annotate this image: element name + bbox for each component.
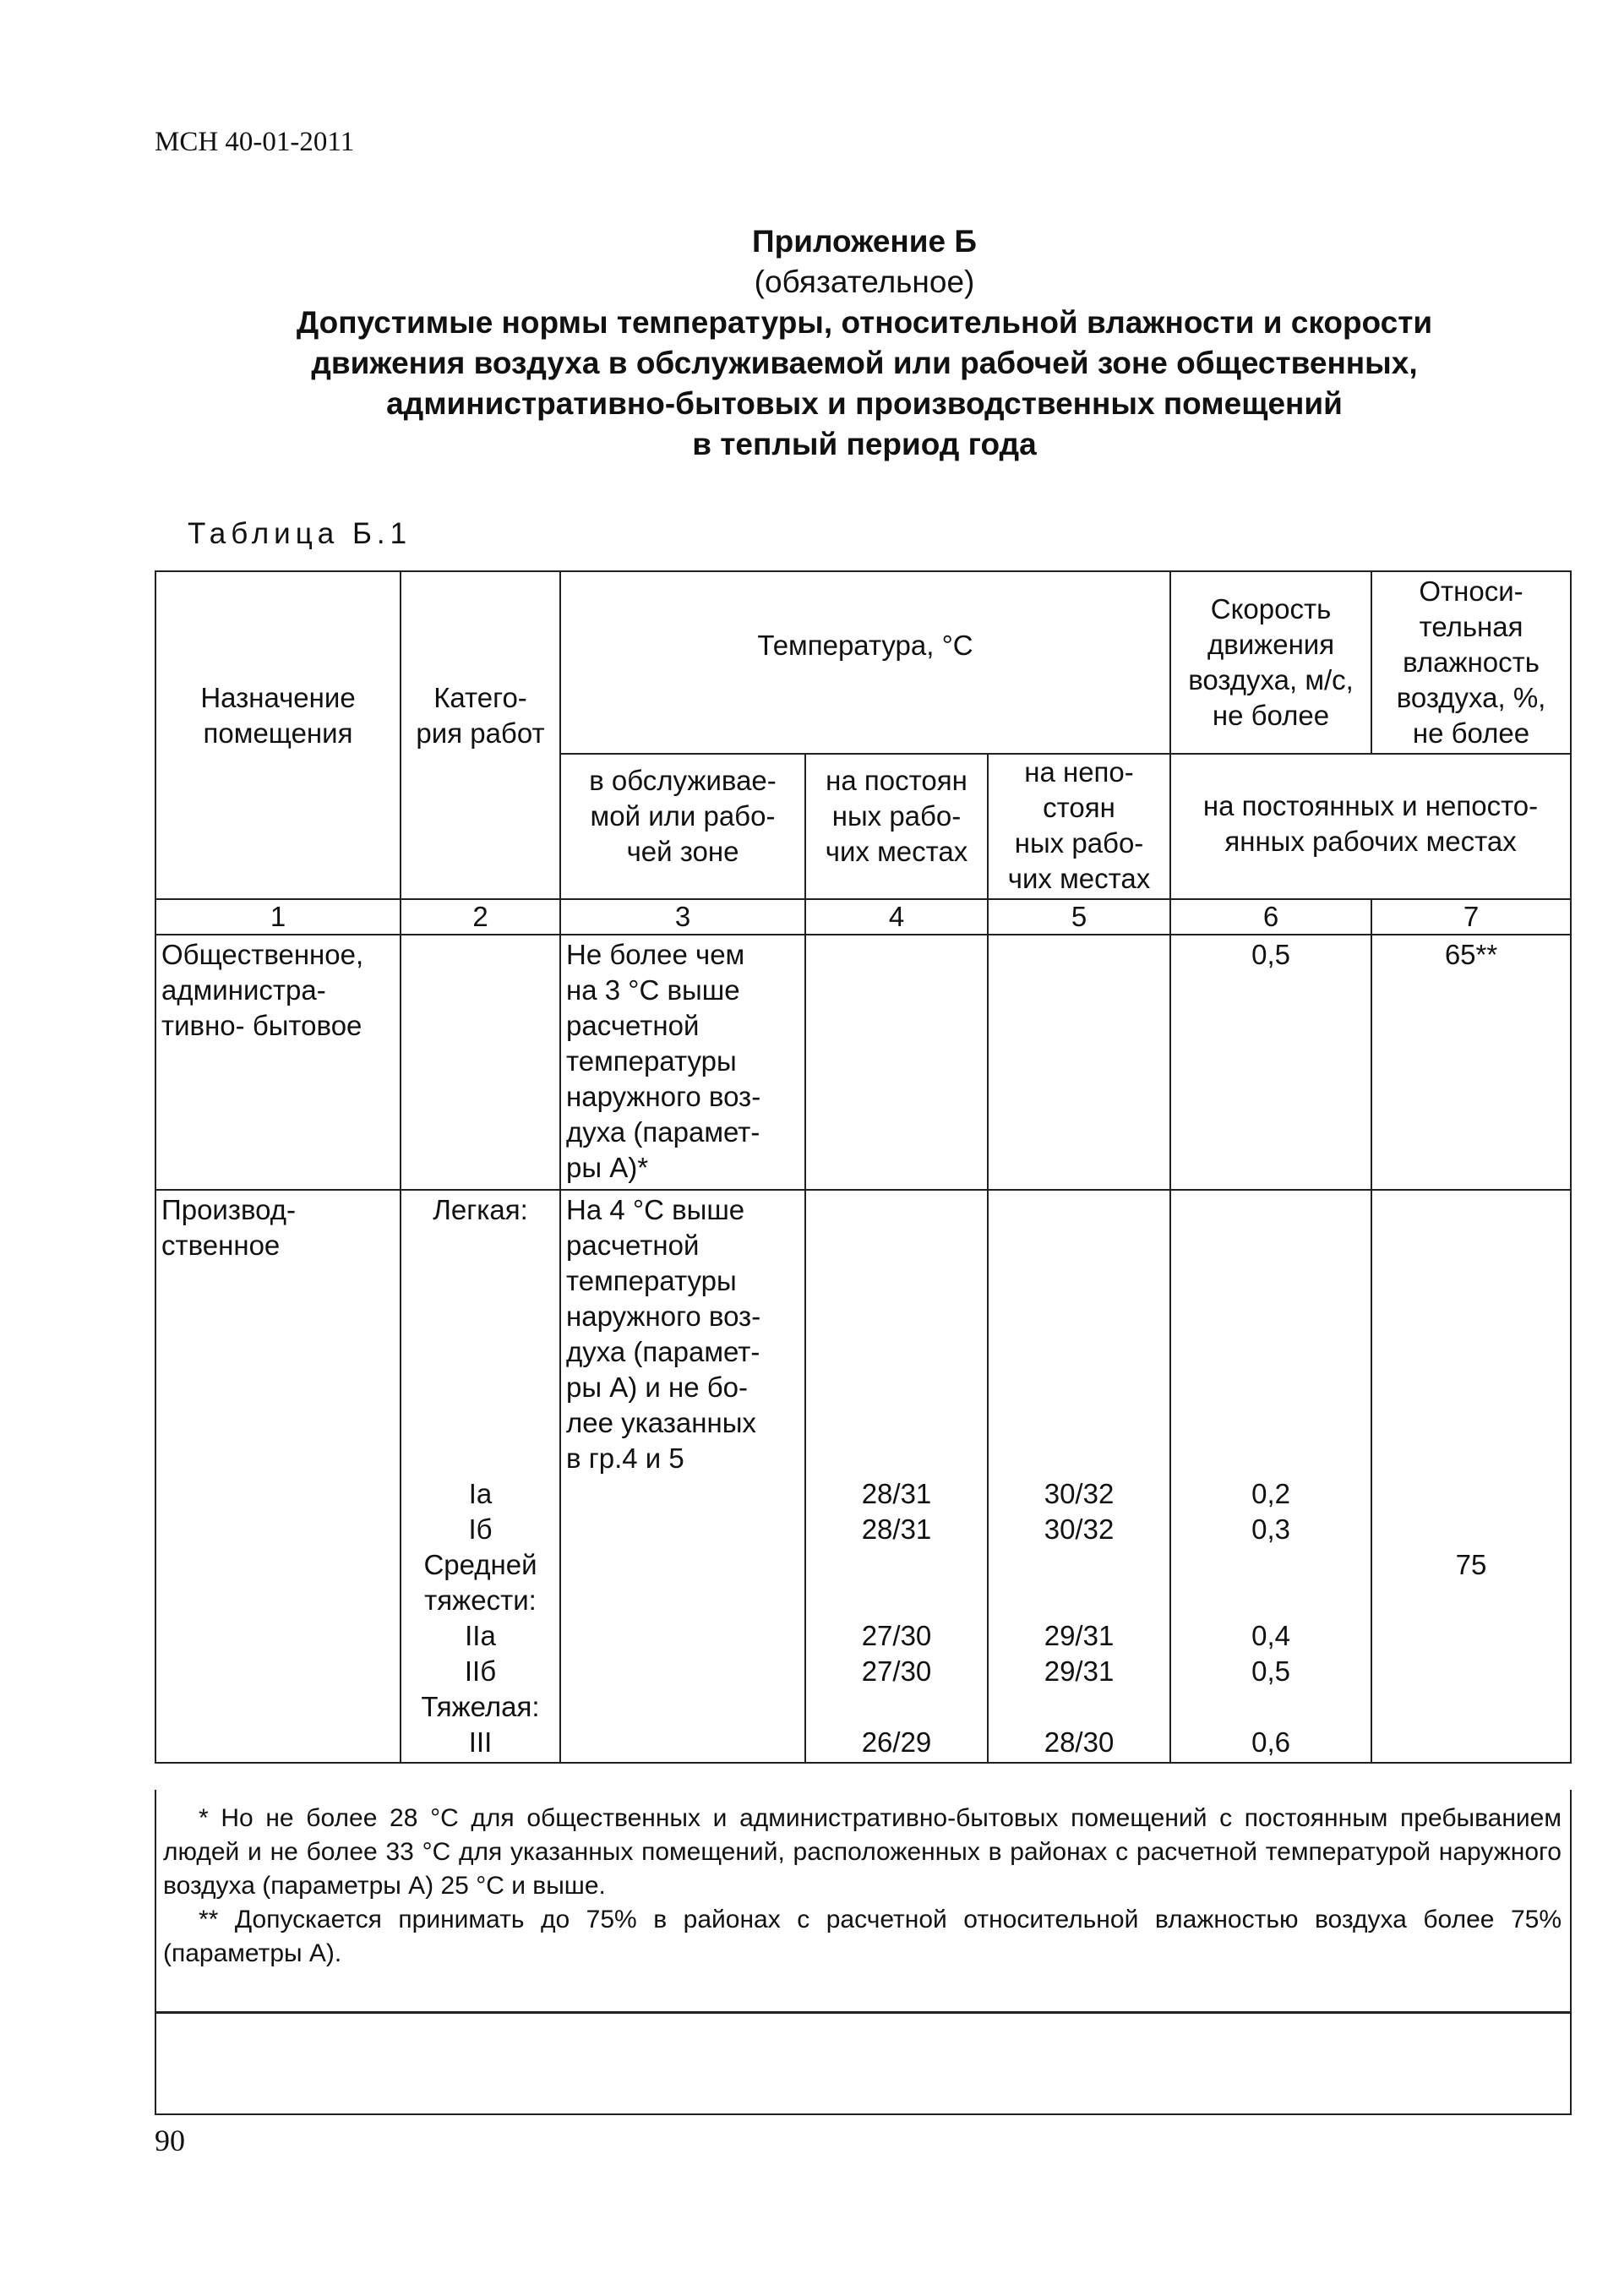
table-footnotes: [155, 1790, 1572, 2014]
page-number: 90: [155, 2124, 185, 2157]
public-temp-zone: Не более чем на 3 °С выше расчетной температуры наружного воз- духа (парамет- ры А)*: [560, 935, 805, 1190]
header-category: Катего- рия работ: [401, 571, 560, 899]
column-number-row: [155, 899, 1571, 935]
column-number: 6: [1170, 899, 1371, 935]
header-temp-permanent: на постоян ных рабо- чих местах: [805, 754, 988, 899]
column-number: 7: [1371, 899, 1571, 935]
footnote-1: * Но не более 28 °С для общественных и административно-бытовых помещений с постоянным пребыванием людей и не более 33 °С для указанных помещений, расположенных в районах с расчетной температурой наружного воздуха (параметры А) 25 °С и выше.: [163, 1804, 1562, 1900]
table-row-industrial: [155, 1190, 1571, 1763]
industrial-humidity: 75: [1371, 1190, 1571, 1763]
header-temp-nonpermanent: на непо- стоян ных рабо- чих местах: [988, 754, 1170, 899]
appendix-status: (обязательное): [754, 265, 975, 299]
public-purpose: Общественное, администра- тивно- бытовое: [155, 935, 401, 1190]
appendix-title-line: в теплый период года: [692, 427, 1037, 461]
table-row-public: [155, 935, 1571, 1190]
industrial-temp-nonpermanent: 30/32 30/32 29/31 29/31 28/30: [988, 1190, 1170, 1763]
column-number: 5: [988, 899, 1170, 935]
appendix-title-line: Допустимые нормы температуры, относительной влажности и скорости: [296, 305, 1433, 340]
appendix-label: Приложение Б: [752, 224, 977, 259]
column-number: 4: [805, 899, 988, 935]
industrial-purpose: Производ- ственное: [155, 1190, 401, 1763]
footnote-2: ** Допускается принимать до 75% в районах с расчетной относительной влажностью воздуха более 75% (параметры А).: [163, 1906, 1562, 1967]
industrial-temp-zone: На 4 °С выше расчетной температуры наружного воз- духа (парамет- ры А) и не бо- лее указанных в гр.4 и 5: [560, 1190, 805, 1763]
header-temp-zone: в обслуживае- мой или рабо- чей зоне: [560, 754, 805, 899]
header-permanent-and-nonpermanent: на постоянных и непосто- янных рабочих местах: [1170, 754, 1571, 899]
table-header-row: [155, 571, 1571, 754]
column-number: 3: [560, 899, 805, 935]
column-number: 2: [401, 899, 560, 935]
public-speed: 0,5: [1170, 935, 1371, 1190]
header-purpose: Назначение помещения: [155, 571, 401, 899]
public-temp-permanent: [805, 935, 988, 1190]
appendix-heading: [155, 221, 1574, 465]
header-humidity: Относи- тельная влажность воздуха, %, не более: [1371, 571, 1571, 754]
public-category: [401, 935, 560, 1190]
norms-table: [155, 570, 1572, 1764]
industrial-speed: 0,2 0,3 0,4 0,5 0,6: [1170, 1190, 1371, 1763]
appendix-title-line: административно-бытовых и производственных помещений: [386, 386, 1343, 421]
public-humidity: 65**: [1371, 935, 1571, 1190]
header-speed: Скорость движения воздуха, м/с, не более: [1170, 571, 1371, 754]
column-number: 1: [155, 899, 401, 935]
blank-frame: [155, 2014, 1572, 2115]
table-label: Таблица Б.1: [188, 517, 412, 550]
document-code: МСН 40-01-2011: [155, 127, 355, 157]
industrial-temp-permanent: 28/31 28/31 27/30 27/30 26/29: [805, 1190, 988, 1763]
appendix-title-line: движения воздуха в обслуживаемой или рабочей зоне общественных,: [311, 346, 1418, 380]
public-temp-nonpermanent: [988, 935, 1170, 1190]
header-temperature: Температура, °С: [560, 571, 1170, 754]
industrial-categories: Легкая: Iа Iб Средней тяжести: IIа IIб Тяжелая: III: [401, 1190, 560, 1763]
